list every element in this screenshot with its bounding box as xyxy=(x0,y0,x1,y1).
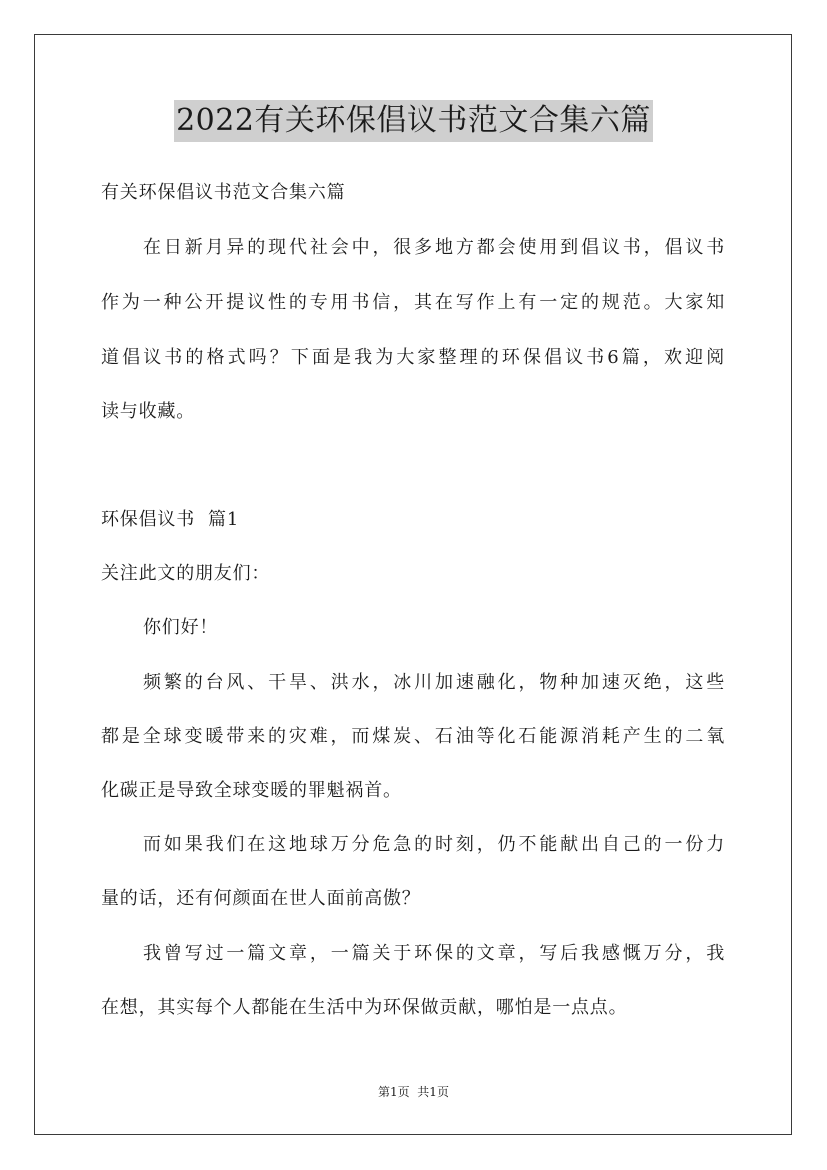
paragraph-line: 而如果我们在这地球万分危急的时刻，仍不能献出自己的一份力 xyxy=(143,834,725,855)
intro-line: 道倡议书的格式吗？下面是我为大家整理的环保倡议书6篇，欢迎阅 xyxy=(101,347,725,368)
paragraph-line: 化碳正是导致全球变暖的罪魁祸首。 xyxy=(101,780,402,801)
title-text: 2022有关环保倡议书范文合集六篇 xyxy=(174,100,653,142)
paragraph-line: 频繁的台风、干旱、洪水，冰川加速融化，物种加速灭绝，这些 xyxy=(143,672,725,693)
section-heading: 环保倡议书 篇1 xyxy=(101,509,240,530)
paragraph-line: 我曾写过一篇文章，一篇关于环保的文章，写后我感慨万分，我 xyxy=(143,943,725,964)
intro-line: 在日新月异的现代社会中，很多地方都会使用到倡议书，倡议书 xyxy=(143,237,725,258)
intro-line: 作为一种公开提议性的专用书信，其在写作上有一定的规范。大家知 xyxy=(101,292,725,313)
paragraph-line: 量的话，还有何颜面在世人面前高傲？ xyxy=(101,888,421,909)
document-title xyxy=(0,100,827,142)
document-subtitle: 有关环保倡议书范文合集六篇 xyxy=(101,182,346,203)
paragraph-line: 在想，其实每个人都能在生活中为环保做贡献，哪怕是一点点。 xyxy=(101,997,628,1018)
paragraph-line: 都是全球变暖带来的灾难，而煤炭、石油等化石能源消耗产生的二氧 xyxy=(101,726,725,747)
page-footer: 第1页 共1页 xyxy=(378,1085,449,1099)
intro-line: 读与收藏。 xyxy=(101,401,195,422)
salutation: 关注此文的朋友们： xyxy=(101,563,271,584)
greeting: 你们好！ xyxy=(143,617,219,638)
